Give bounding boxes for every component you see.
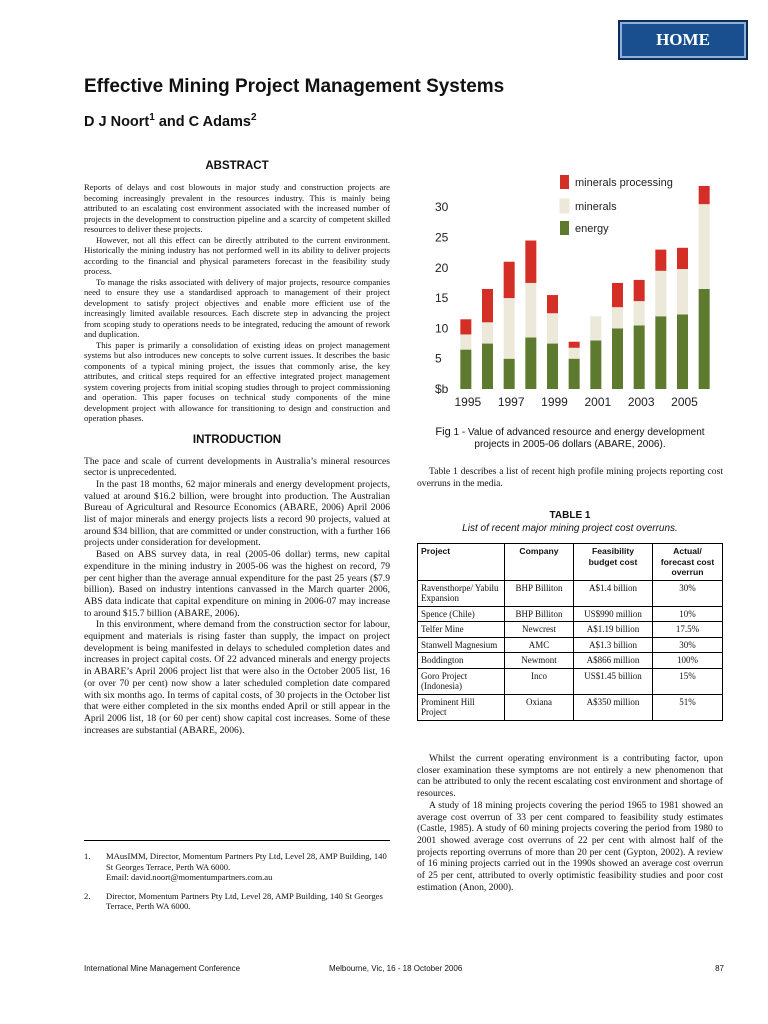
table-row: Goro Project (Indonesia) Inco US$1.45 billion 15% <box>418 668 723 694</box>
bar-segment-energy <box>482 344 493 389</box>
bar-segment-minerals <box>699 204 710 289</box>
bar-segment-minerals <box>525 283 536 338</box>
footer-location: Melbourne, Vic, 16 - 18 October 2006 <box>329 964 463 973</box>
figure-caption: Fig 1 - Value of advanced resource and energy development projects in 2005-06 dollars (ABARE, 2006). <box>435 426 705 450</box>
col-header: Company <box>505 544 574 581</box>
table-header-row <box>418 544 723 581</box>
footnotes <box>84 840 390 920</box>
bar-segment-energy <box>634 325 645 389</box>
bar-segment-energy <box>677 314 688 389</box>
introduction-section <box>84 434 390 737</box>
bar-segment-minerals-processing <box>504 262 515 298</box>
bar-segment-energy <box>460 350 471 389</box>
footnote: 1. MAusIMM, Director, Momentum Partners Pty Ltd, Level 28, AMP Building, 140 St Georges Terrace, Perth WA 6000. Email: david.noort@momentumpartners.com.au <box>84 851 387 882</box>
author-email[interactable]: Email: david.noort@momentumpartners.com.au <box>106 872 273 882</box>
bar-segment-minerals-processing <box>525 241 536 283</box>
x-tick-label: 1999 <box>541 395 568 409</box>
bar-segment-energy <box>612 328 623 389</box>
x-tick-label: 2003 <box>627 395 655 409</box>
col-header: Feasibility budget cost <box>574 544 653 581</box>
bar-segment-minerals-processing <box>677 248 688 269</box>
body-paragraph: Whilst the current operating environment is a contributing factor, upon closer examination these symptoms are not entirely a new phenomenon that can be attributed to only the recent escalating cost environment and shortage of resources. <box>417 753 723 800</box>
bar-segment-energy <box>569 359 580 389</box>
left-column <box>84 160 390 736</box>
y-tick-label: 15 <box>435 291 449 306</box>
y-tick-label: 30 <box>435 200 449 215</box>
x-tick-label: 2001 <box>584 395 612 409</box>
y-axis-label: $b <box>435 382 449 396</box>
bar-segment-energy <box>590 341 601 389</box>
bar-segment-energy <box>547 344 558 389</box>
legend-swatch <box>560 199 569 213</box>
paper-title: Effective Mining Project Management Systems <box>84 76 505 97</box>
cost-overrun-table <box>417 543 723 721</box>
col-header: Project <box>418 544 505 581</box>
figure-1-chart <box>417 170 725 410</box>
legend-label: minerals processing <box>575 177 673 189</box>
bar-segment-minerals-processing <box>612 283 623 307</box>
abstract-heading: ABSTRACT <box>205 160 269 172</box>
abstract-section <box>84 160 390 424</box>
bar-segment-minerals-processing <box>655 250 666 271</box>
abstract-paragraph: To manage the risks associated with delivery of major projects, resource companies need to ensure they use a standardised approach to management of their project development to satisfy project objectives and enable more efficient use of the increasingly limited available resources. Each discrete step in advancing the project from scoping study to operations needs to be integrated, reducing the amount of rework and duplication. <box>84 276 390 339</box>
bar-segment-minerals <box>590 316 601 340</box>
intro-paragraph: In the past 18 months, 62 major minerals and energy development projects, valued at around $16.2 billion, were brought into production. The Australian Bureau of Agricultural and Resource Economics (ABARE, 2006) April 2006 list of major minerals and energy projects lists a record 90 projects, valued at around $34 billion, that are committed or under construction, with a further 166 projects under consideration for development. <box>84 478 390 549</box>
table-row: Ravensthorpe/ Yabilu Expansion BHP Billiton A$1.4 billion 30% <box>418 580 723 606</box>
page-number: 87 <box>715 964 724 973</box>
bar-segment-minerals-processing <box>482 289 493 322</box>
table-row: Boddington Newmont A$866 million 100% <box>418 653 723 669</box>
right-column-top <box>417 466 723 489</box>
bar-segment-energy <box>655 316 666 389</box>
intro-paragraph: The pace and scale of current developments in Australia’s mineral resources sector is unprecedented. <box>84 455 390 479</box>
col-header: Actual/ forecast cost overrun <box>653 544 723 581</box>
table-row: Prominent Hill Project Oxiana A$350 million 51% <box>418 694 723 720</box>
bar-segment-minerals <box>612 307 623 328</box>
y-tick-label: 10 <box>435 321 449 336</box>
introduction-heading: INTRODUCTION <box>192 433 282 446</box>
bar-segment-minerals <box>547 313 558 343</box>
footer-conference: International Mine Management Conference <box>84 964 241 973</box>
table-label: TABLE 1 <box>549 510 591 521</box>
bar-segment-minerals-processing <box>634 280 645 301</box>
bar-segment-minerals-processing <box>547 295 558 313</box>
x-tick-label: 2005 <box>671 395 698 409</box>
bar-segment-energy <box>699 289 710 389</box>
table-row: Spence (Chile) BHP Billiton US$990 million 10% <box>418 606 723 622</box>
x-tick-label: 1997 <box>497 395 525 409</box>
abstract-paragraph: Reports of delays and cost blowouts in major study and construction projects are becoming increasingly prevalent in the resources industry. This is mainly being attributed to an escalating cost environment associated with the increased number of projects in the development to construction pipeline and a scarcity of competent skilled resources to deliver these projects. <box>84 182 390 234</box>
intro-paragraph: Based on ABS survey data, in real (2005-06 dollar) terms, new capital expenditure in the mining industry in 2005-06 was the highest on record, 79 per cent higher than the average annual expenditure for the past 25 years ($7.9 billion). Based on industry intentions canvassed in the March quarter 2006, ABS data indicate that capital expenditure on mining in 2006-07 may increase to around $15.7 billion (ABARE, 2006). <box>84 549 390 619</box>
bar-segment-minerals <box>569 348 580 359</box>
bar-segment-energy <box>525 337 536 389</box>
bar-segment-energy <box>504 359 515 389</box>
bar-segment-minerals <box>634 301 645 325</box>
table-row: Telfer Mine Newcrest A$1.19 billion 17.5% <box>418 622 723 638</box>
bar-segment-minerals <box>482 322 493 343</box>
legend-swatch <box>560 175 569 189</box>
legend-swatch <box>560 221 569 235</box>
y-tick-label: 25 <box>435 230 449 245</box>
footnote: 2. Director, Momentum Partners Pty Ltd, Level 28, AMP Building, 140 St Georges Terrace, Perth WA 6000. <box>84 890 383 911</box>
y-tick-label: 20 <box>435 260 449 275</box>
bar-segment-minerals <box>460 334 471 349</box>
table-caption: List of recent major mining project cost overruns. <box>462 523 678 534</box>
y-tick-label: 5 <box>435 351 442 366</box>
bar-segment-minerals-processing <box>460 319 471 334</box>
bar-segment-minerals <box>504 298 515 359</box>
bar-segment-minerals-processing <box>569 342 580 348</box>
abstract-paragraph: This paper is primarily a consolidation of existing ideas on project management systems but also introduces new concepts to solve current issues. It describes the basic components of a typical mining project, the issues that commonly arise, the key attributes, and critical steps required for an effective integrated project management system covering projects from initial scoping studies through to project commissioning and operation. This paper focuses on technical study components of the mine development project with allowance for transitioning to design and construction and operation phases. <box>84 339 390 423</box>
right-column-bottom <box>417 753 723 893</box>
bar-segment-minerals <box>677 269 688 314</box>
bar-segment-minerals <box>655 271 666 316</box>
body-paragraph: A study of 18 mining projects covering the period 1965 to 1981 showed an average cost overrun of 33 per cent compared to feasibility study estimates (Castle, 1985). A study of 60 mining projects covering the period from 1980 to 2001 showed average cost overruns of 22 per cent with almost half of the projects reporting overruns of more than 20 per cent (Gypton, 2002). A review of 16 mining projects carried out in the 1990s showed an average cost overrun of 25 per cent, attributed to overly optimistic feasibility studies and poor cost estimation (Anon, 2000). <box>417 799 723 893</box>
intro-paragraph: In this environment, where demand from the construction sector for labour, equipment and materials is rising faster than supply, the impact on project development is being manifested in delays to scheduled completion dates and increases in project capital costs. Of 22 advanced minerals and energy projects in ABARE’s April 2006 project list that were also in the October 2005 list, 16 (or over 70 per cent) now show a later scheduled completion date compared with six months ago. In terms of capital costs, of 30 projects in the October list that were either completed in the six months ended April or still appear in the April 2006 list, 18 (or 60 per cent) show capital cost increases. Some of these increases are substantial (ABARE, 2006). <box>84 619 390 736</box>
legend-label: minerals <box>575 201 617 213</box>
x-tick-label: 1995 <box>454 395 482 409</box>
home-button[interactable]: HOME <box>618 20 748 60</box>
table-heading <box>417 510 723 534</box>
table-intro: Table 1 describes a list of recent high profile mining projects reporting cost overruns in the media. <box>417 466 723 489</box>
table-row: Stanwell Magnesium AMC A$1.3 billion 30% <box>418 637 723 653</box>
legend-label: energy <box>575 223 609 235</box>
abstract-paragraph: However, not all this effect can be directly attributed to the current environment. Historically the mining industry has not performed well in its ability to deliver projects according to the financial and physical parameters forecast in the feasibility study process. <box>84 234 390 276</box>
authors: D J Noort$^1$ and C Adams$^2$ <box>84 112 257 130</box>
bar-segment-minerals-processing <box>699 186 710 204</box>
